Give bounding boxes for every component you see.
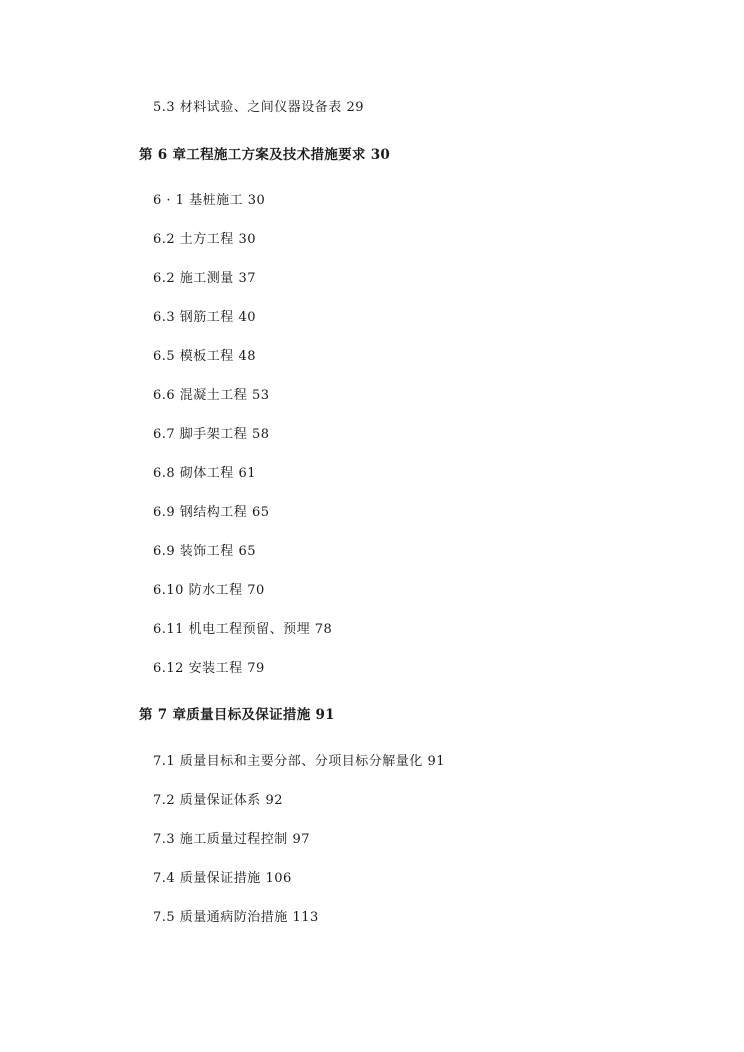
toc-entry: 6.9 钢结构工程 65: [153, 505, 270, 520]
toc-entry: 7.2 质量保证体系 92: [153, 793, 283, 808]
toc-chapter-heading: 第 6 章工程施工方案及技术措施要求 30: [139, 147, 391, 163]
toc-entry: 7.4 质量保证措施 106: [153, 871, 292, 886]
toc-chapter-heading: 第 7 章质量目标及保证措施 91: [139, 707, 335, 723]
toc-entry: 6.7 脚手架工程 58: [153, 427, 270, 442]
toc-entry: 6.11 机电工程预留、预埋 78: [153, 622, 333, 637]
toc-entry: 6 · 1 基桩施工 30: [153, 193, 266, 208]
toc-entry: 6.5 模板工程 48: [153, 349, 256, 364]
toc-entry: 6.8 砌体工程 61: [153, 466, 256, 481]
toc-entry: 6.2 土方工程 30: [153, 232, 256, 247]
toc-entry: 7.1 质量目标和主要分部、分项目标分解量化 91: [153, 754, 445, 769]
toc-entry: 6.3 钢筋工程 40: [153, 310, 256, 325]
toc-entry: 6.6 混凝土工程 53: [153, 388, 270, 403]
toc-entry: 5.3 材料试验、之间仪器设备表 29: [153, 100, 364, 115]
toc-entry: 7.5 质量通病防治措施 113: [153, 910, 319, 925]
toc-entry: 6.9 装饰工程 65: [153, 544, 256, 559]
toc-entry: 6.12 安装工程 79: [153, 661, 265, 676]
toc-entry: 7.3 施工质量过程控制 97: [153, 832, 310, 847]
toc-entry: 6.2 施工测量 37: [153, 271, 256, 286]
toc-entry: 6.10 防水工程 70: [153, 583, 265, 598]
